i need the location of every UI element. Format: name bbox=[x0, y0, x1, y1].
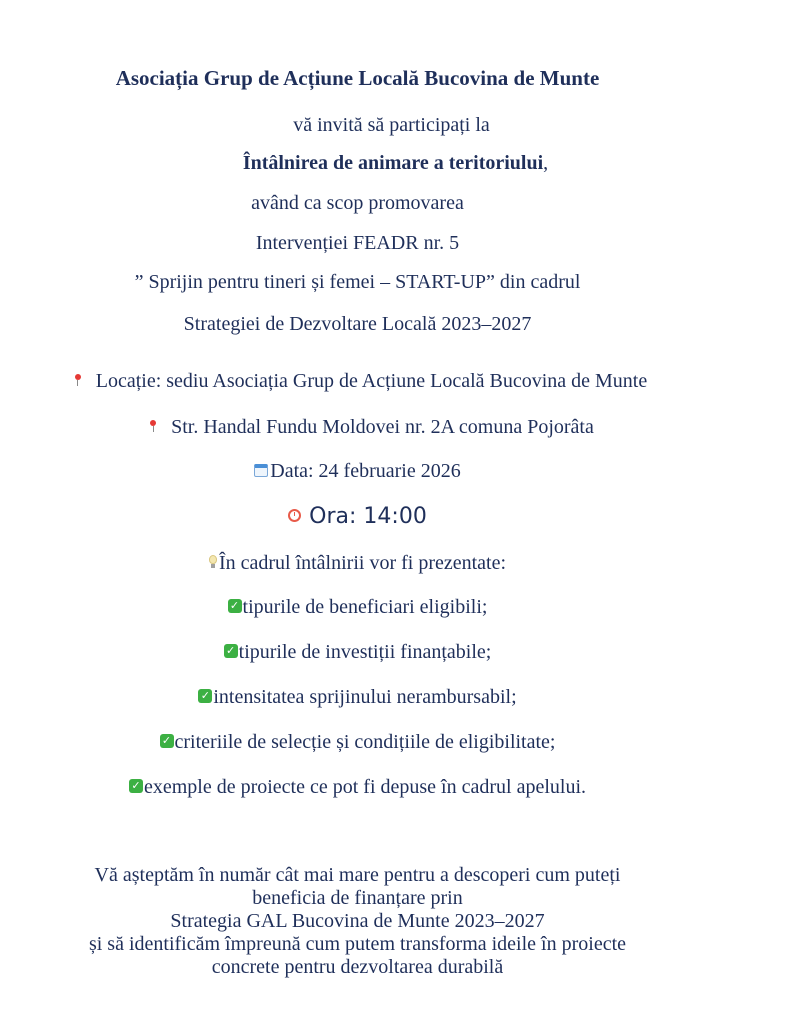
agenda-item bbox=[0, 685, 753, 709]
agenda-item-text: tipurile de investiții finanțabile; bbox=[238, 641, 492, 663]
time-line bbox=[0, 503, 753, 531]
date-line bbox=[0, 459, 753, 483]
event-title-line bbox=[0, 151, 791, 175]
closing-line: concrete pentru dezvoltarea durabilă bbox=[211, 956, 504, 978]
agenda-item bbox=[0, 730, 753, 754]
agenda-intro-text: În cadrul întâlnirii vor fi prezentate: bbox=[218, 552, 507, 574]
agenda-item-text: criteriile de selecție și condițiile de eligibilitate; bbox=[174, 731, 556, 753]
agenda-item bbox=[0, 595, 753, 619]
event-title-suffix: , bbox=[543, 152, 549, 174]
check-icon: ✓ bbox=[228, 599, 242, 613]
check-icon: ✓ bbox=[198, 689, 212, 703]
pin-icon bbox=[74, 374, 82, 386]
organization-title: Asociația Grup de Acțiune Locală Bucovina de Munte bbox=[115, 66, 600, 90]
strategy-line: Strategiei de Dezvoltare Locală 2023–2027 bbox=[183, 313, 532, 335]
address-text: Str. Handal Fundu Moldovei nr. 2A comuna Pojorâta bbox=[171, 416, 594, 438]
closing-line: beneficia de finanțare prin bbox=[252, 887, 463, 909]
program-line: ” Sprijin pentru tineri și femei – START-UP” din cadrul bbox=[134, 271, 581, 293]
agenda-item-text: exemple de proiecte ce pot fi depuse în cadrul apelului. bbox=[143, 776, 587, 798]
location-text: Locație: sediu Asociația Grup de Acțiune Locală Bucovina de Munte bbox=[95, 370, 648, 392]
location-line bbox=[0, 369, 756, 393]
date-text: Data: 24 februarie 2026 bbox=[270, 460, 461, 482]
alarm-clock-icon bbox=[288, 509, 301, 522]
closing-line: Vă așteptăm în număr cât mai mare pentru a descoperi cum puteți bbox=[94, 864, 621, 886]
agenda-item-text: intensitatea sprijinului nerambursabil; bbox=[213, 686, 517, 708]
light-bulb-icon bbox=[209, 555, 217, 569]
closing-line: Strategia GAL Bucovina de Munte 2023–2027 bbox=[170, 910, 545, 932]
check-icon: ✓ bbox=[224, 644, 238, 658]
agenda-intro bbox=[0, 551, 753, 575]
check-icon: ✓ bbox=[160, 734, 174, 748]
agenda-item bbox=[0, 775, 753, 799]
closing-line: și să identificăm împreună cum putem transforma ideile în proiecte bbox=[88, 933, 627, 955]
intervention-line: Intervenției FEADR nr. 5 bbox=[255, 232, 460, 254]
agenda-item-text: tipurile de beneficiari eligibili; bbox=[242, 596, 488, 618]
time-text: Ora: 14:00 bbox=[309, 504, 427, 529]
calendar-icon bbox=[254, 464, 268, 477]
address-line bbox=[0, 415, 767, 439]
purpose-line: având ca scop promovarea bbox=[251, 192, 464, 214]
invite-line: vă invită să participați la bbox=[293, 114, 490, 136]
pin-icon bbox=[149, 420, 157, 432]
agenda-item bbox=[0, 640, 753, 664]
event-title: Întâlnirea de animare a teritoriului bbox=[242, 152, 544, 174]
check-icon: ✓ bbox=[129, 779, 143, 793]
